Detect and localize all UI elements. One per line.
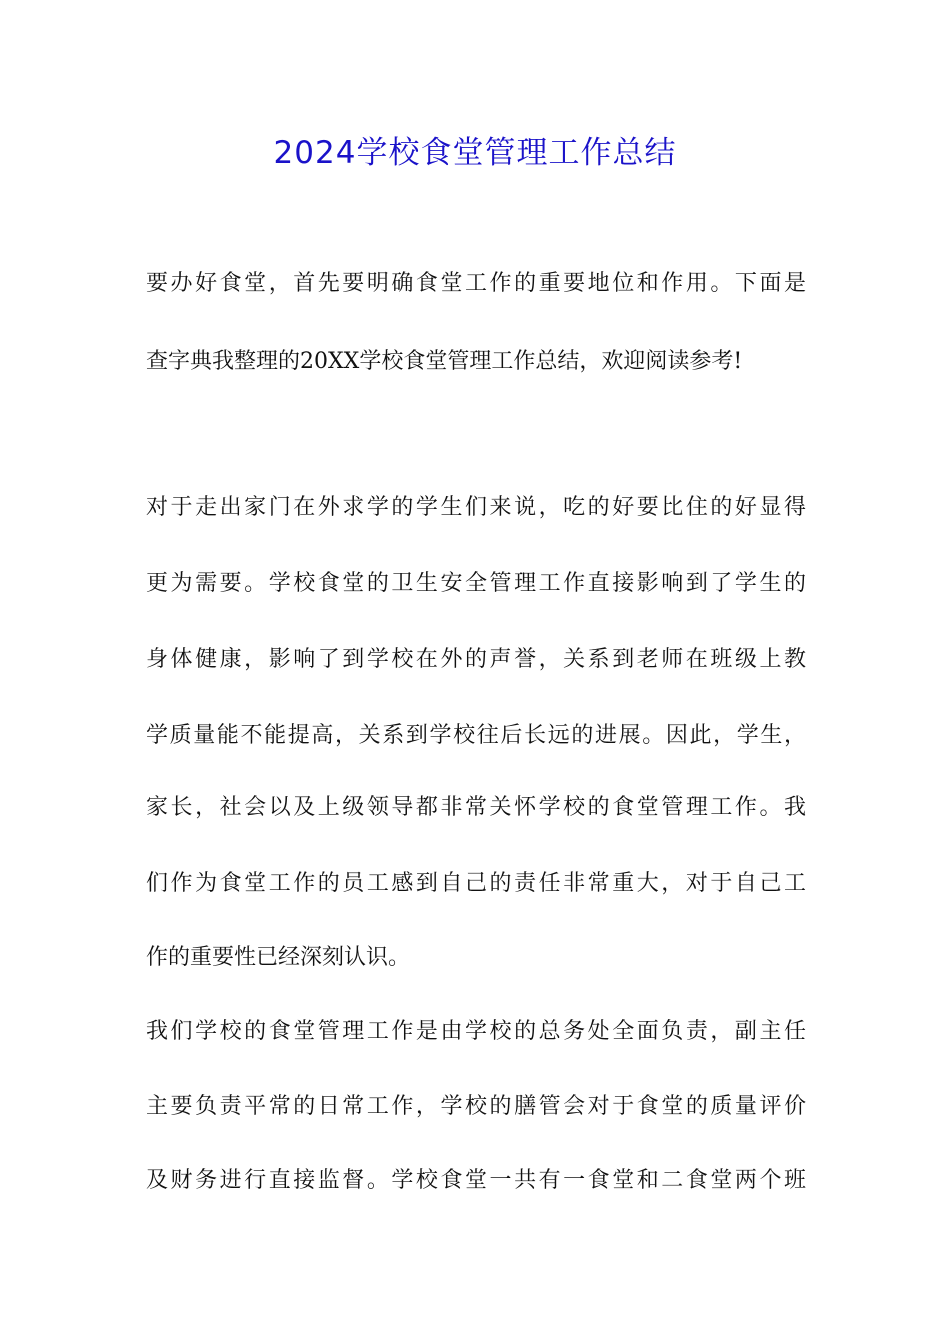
- paragraph-line: 身体健康，影响了到学校在外的声誉，关系到老师在班级上教: [146, 647, 806, 672]
- paragraph-line: 及财务进行直接监督。学校食堂一共有一食堂和二食堂两个班: [146, 1168, 806, 1193]
- paragraph-line: 学质量能不能提高，关系到学校往后长远的进展。因此，学生，: [146, 723, 806, 748]
- paragraph-line: 要办好食堂，首先要明确食堂工作的重要地位和作用。下面是: [146, 271, 806, 296]
- paragraph-line: 我们学校的食堂管理工作是由学校的总务处全面负责，副主任: [146, 1019, 806, 1044]
- paragraph-line: 家长，社会以及上级领导都非常关怀学校的食堂管理工作。我: [146, 795, 806, 820]
- paragraph-line: 查字典我整理的20XX学校食堂管理工作总结，欢迎阅读参考!: [146, 349, 743, 374]
- document-title: 2024学校食堂管理工作总结: [273, 135, 677, 171]
- paragraph-line: 们作为食堂工作的员工感到自己的责任非常重大，对于自己工: [146, 871, 806, 896]
- paragraph-line: 更为需要。学校食堂的卫生安全管理工作直接影响到了学生的: [146, 571, 806, 596]
- paragraph-line: 对于走出家门在外求学的学生们来说，吃的好要比住的好显得: [146, 495, 806, 520]
- paragraph-line: 作的重要性已经深刻认识。: [146, 945, 411, 970]
- paragraph-line: 主要负责平常的日常工作，学校的膳管会对于食堂的质量评价: [146, 1094, 806, 1119]
